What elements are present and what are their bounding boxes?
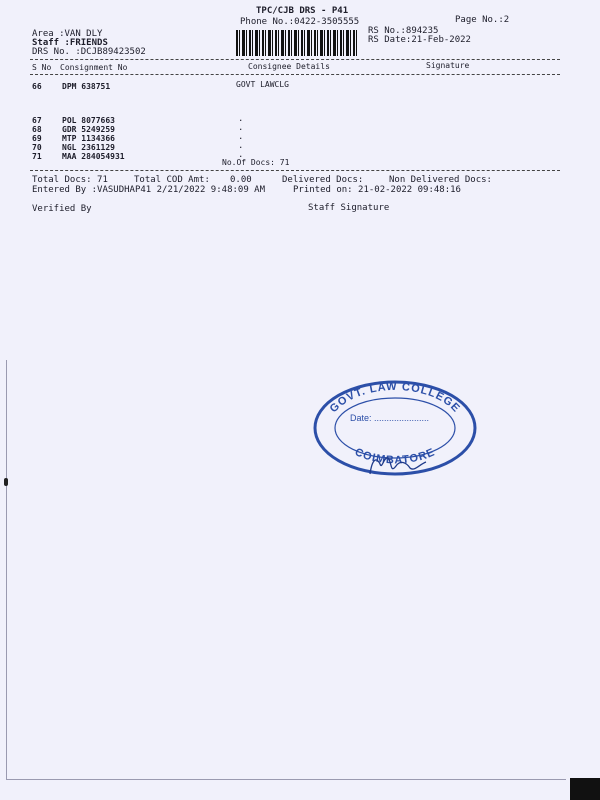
verified-by: Verified By [32, 204, 92, 214]
page-edge-bottom [6, 779, 566, 780]
table-row [32, 134, 115, 143]
no-of-docs: No.Of Docs: 71 [222, 158, 290, 167]
row-number: 68 [32, 125, 42, 134]
column-signature: Signature [426, 61, 470, 70]
rs-number: RS No.:894235 [368, 26, 439, 36]
consignment-number: MAA 284054931 [62, 152, 125, 161]
drs-number: DRS No. :DCJB89423502 [32, 47, 146, 57]
column-consignment: Consignment No [60, 63, 128, 72]
phone-number: Phone No.:0422-3505555 [240, 17, 360, 27]
scan-corner [570, 778, 600, 800]
page-edge-left [6, 360, 7, 780]
table-row [32, 125, 115, 134]
table-row [32, 152, 125, 161]
document-title: TPC/CJB DRS - P41 [256, 6, 349, 16]
table-row [32, 143, 115, 152]
consignment-number: POL 8077663 [62, 116, 115, 125]
summary-rule [30, 170, 560, 171]
staff-signature-label: Staff Signature [308, 203, 390, 213]
header-rule-bottom [30, 74, 560, 75]
scan-mark [4, 478, 8, 486]
staff-field: Staff :FRIENDS [32, 38, 108, 48]
stamp-top-text: GOVT. LAW COLLEGE [327, 380, 463, 416]
consignee-name: GOVT LAWCLG [236, 80, 289, 89]
consignee-name: . [238, 150, 244, 160]
table-row [32, 82, 110, 91]
stamp-inner-ring [335, 398, 455, 458]
delivered-docs: Delivered Docs: [282, 175, 364, 185]
stamp-date-label: Date: ...................... [350, 413, 430, 423]
consignment-number: GDR 5249259 [62, 125, 115, 134]
table-row [32, 116, 115, 125]
column-consignee: Consignee Details [248, 62, 330, 71]
page-number: Page No.:2 [455, 15, 510, 25]
stamp-bottom-text: COIMBATORE [352, 446, 438, 467]
area-field: Area :VAN DLY [32, 29, 103, 39]
consignment-number: DPM 638751 [62, 82, 111, 91]
total-cod-value: 0.00 [230, 175, 252, 185]
total-cod-label: Total COD Amt: [134, 175, 210, 185]
barcode [236, 30, 358, 56]
non-delivered-docs: Non Delivered Docs: [389, 175, 492, 185]
entered-by: Entered By :VASUDHAP41 2/21/2022 9:48:09 AM [32, 185, 265, 195]
consignment-number: MTP 1134366 [62, 134, 115, 143]
consignee-name: . [238, 132, 244, 142]
header-rule-top [30, 59, 560, 60]
consignee-name: . [238, 114, 244, 124]
college-stamp [310, 378, 480, 478]
consignment-number: NGL 2361129 [62, 143, 115, 152]
row-number: 66 [32, 82, 42, 91]
consignee-name: . [238, 123, 244, 133]
consignee-name: . [238, 141, 244, 151]
printed-on: Printed on: 21-02-2022 09:48:16 [293, 185, 461, 195]
column-s-no: S No [32, 63, 52, 72]
row-number: 70 [32, 143, 42, 152]
row-number: 67 [32, 116, 42, 125]
row-number: 71 [32, 152, 42, 161]
row-number: 69 [32, 134, 42, 143]
total-docs: Total Docs: 71 [32, 175, 108, 185]
rs-date: RS Date:21-Feb-2022 [368, 35, 471, 45]
